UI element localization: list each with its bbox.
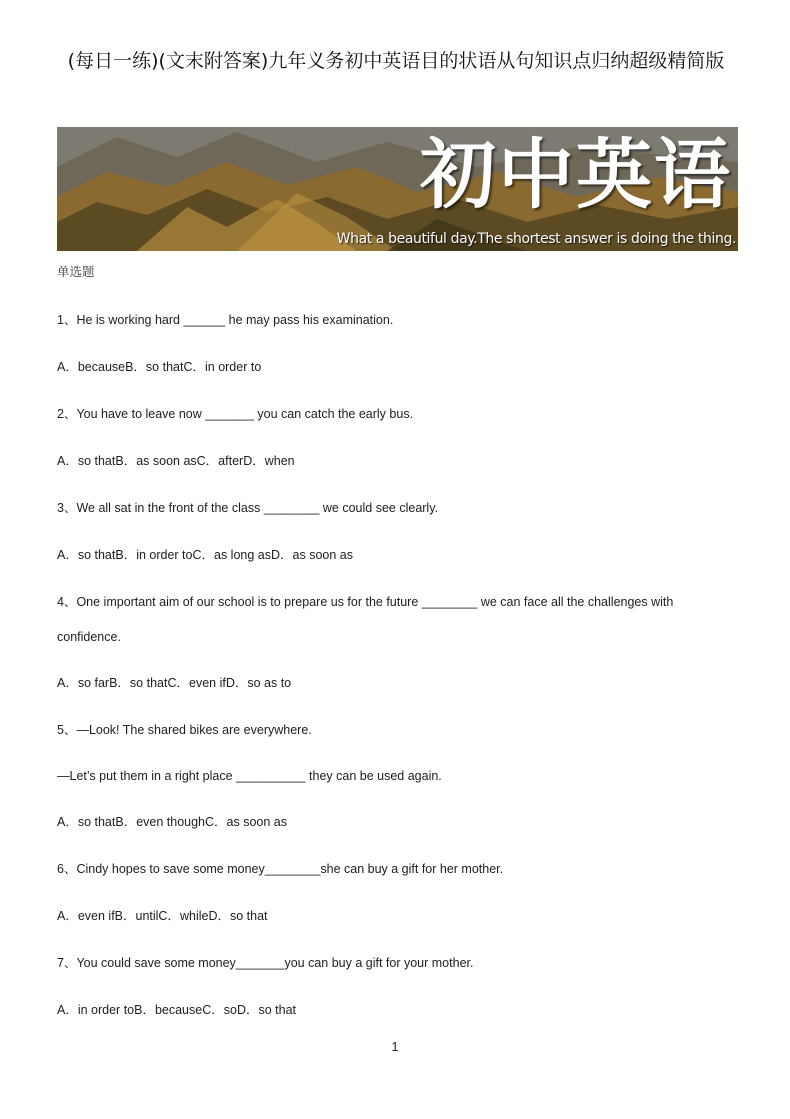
- question-stem-continuation: confidence.: [57, 630, 121, 644]
- question-stem: 2、You have to leave now _______ you can catch the early bus.: [57, 407, 414, 421]
- question-options: A．so thatB．even thoughC．as soon as: [57, 815, 287, 829]
- page-number: 1: [391, 1039, 399, 1054]
- question-stem: 3、We all sat in the front of the class ________ we could see clearly.: [57, 501, 438, 515]
- question-options: A．becauseB．so thatC．in order to: [57, 360, 262, 374]
- question-options: A．even ifB．untilC．whileD．so that: [57, 909, 268, 923]
- section-heading: 单选题: [57, 264, 95, 279]
- question-stem: 4、One important aim of our school is to prepare us for the future ________ we can face all the challenges with: [57, 595, 674, 609]
- banner-title: 初中英语: [420, 130, 732, 219]
- banner-slogan: What a beautiful day.The shortest answer is doing the thing.: [336, 231, 736, 247]
- question-stem-continuation: —Let’s put them in a right place __________ they can be used again.: [57, 769, 442, 783]
- document-title: (每日一练)(文末附答案)九年义务初中英语目的状语从句知识点归纳超级精简版: [67, 50, 725, 72]
- question-options: A．so thatB．as soon asC．afterD．when: [57, 454, 295, 468]
- question-stem: 1、He is working hard ______ he may pass his examination.: [57, 313, 394, 327]
- question-stem: 5、—Look! The shared bikes are everywhere.: [57, 723, 312, 737]
- question-stem: 6、Cindy hopes to save some money________she can buy a gift for her mother.: [57, 862, 504, 876]
- banner-image: [57, 127, 738, 251]
- question-options: A．so farB．so thatC．even ifD．so as to: [57, 676, 292, 690]
- question-options: A．in order toB．becauseC．soD．so that: [57, 1003, 296, 1017]
- question-stem: 7、You could save some money_______you can buy a gift for your mother.: [57, 956, 474, 970]
- question-options: A．so thatB．in order toC．as long asD．as soon as: [57, 548, 353, 562]
